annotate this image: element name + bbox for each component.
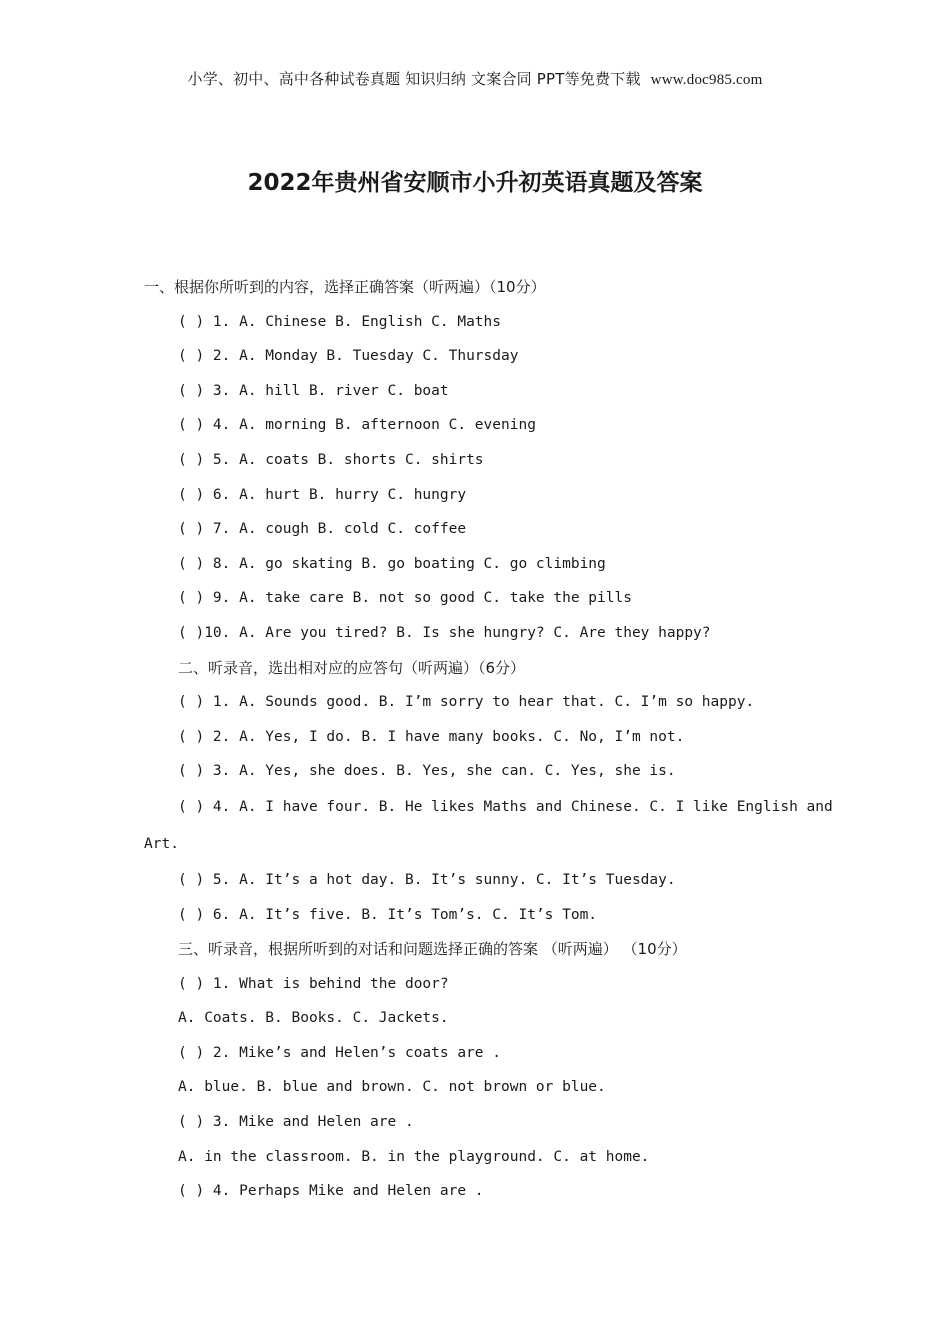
question-line: ( ) 7. A. cough B. cold C. coffee <box>178 521 467 538</box>
question-line: ( ) 3. A. hill B. river C. boat <box>178 382 449 399</box>
question-line: ( ) 3. Mike and Helen are . <box>178 1114 414 1131</box>
document-body <box>144 270 833 1209</box>
question-line: ( ) 1. A. Sounds good. B. I’m sorry to hear that. C. I’m so happy. <box>178 694 755 711</box>
question-line: ( ) 8. A. go skating B. go boating C. go climbing <box>178 555 606 572</box>
question-line: ( ) 1. A. Chinese B. English C. Maths <box>178 313 502 330</box>
section-heading-3: 三、听录音，根据所听到的对话和问题选择正确的答案 （听两遍） （10分） <box>178 940 687 959</box>
question-line: ( ) 6. A. It’s five. B. It’s Tom’s. C. It’s Tom. <box>178 906 598 923</box>
question-line: ( ) 2. A. Monday B. Tuesday C. Thursday <box>178 348 519 365</box>
document-title: 2022年贵州省安顺市小升初英语真题及答案 <box>247 170 703 196</box>
question-line: ( ) 3. A. Yes, she does. B. Yes, she can. C. Yes, she is. <box>178 763 676 780</box>
answer-options: A. blue. B. blue and brown. C. not brown or blue. <box>178 1079 606 1096</box>
question-line: ( )10. A. Are you tired? B. Is she hungry? C. Are they happy? <box>178 624 711 641</box>
question-line: ( ) 4. A. I have four. B. He likes Maths and Chinese. C. I like English and <box>178 798 833 815</box>
question-line: ( ) 5. A. It’s a hot day. B. It’s sunny. C. It’s Tuesday. <box>178 871 676 888</box>
question-line: ( ) 1. What is behind the door? <box>178 975 449 992</box>
question-line: ( ) 2. A. Yes, I do. B. I have many books. C. No, I’m not. <box>178 728 685 745</box>
answer-options: A. in the classroom. B. in the playground. C. at home. <box>178 1148 650 1165</box>
section-heading-1: 一、根据你所听到的内容，选择正确答案（听两遍）（10分） <box>144 278 546 296</box>
question-line: ( ) 5. A. coats B. shorts C. shirts <box>178 451 484 468</box>
question-line: ( ) 9. A. take care B. not so good C. take the pills <box>178 590 632 607</box>
question-line: ( ) 4. A. morning B. afternoon C. evening <box>178 417 536 434</box>
question-line: ( ) 2. Mike’s and Helen’s coats are . <box>178 1044 502 1061</box>
answer-options: A. Coats. B. Books. C. Jackets. <box>178 1010 449 1027</box>
section-heading-2: 二、听录音，选出相对应的应答句（听两遍）（6分） <box>178 658 526 677</box>
question-line: ( ) 4. Perhaps Mike and Helen are . <box>178 1183 484 1200</box>
question-line-continuation: Art. <box>144 835 179 852</box>
page-header <box>0 68 950 89</box>
header-url: www.doc985.com <box>650 72 763 88</box>
header-text: 小学、初中、高中各种试卷真题 知识归纳 文案合同 PPT等免费下载 <box>187 70 641 88</box>
question-line: ( ) 6. A. hurt B. hurry C. hungry <box>178 486 467 503</box>
